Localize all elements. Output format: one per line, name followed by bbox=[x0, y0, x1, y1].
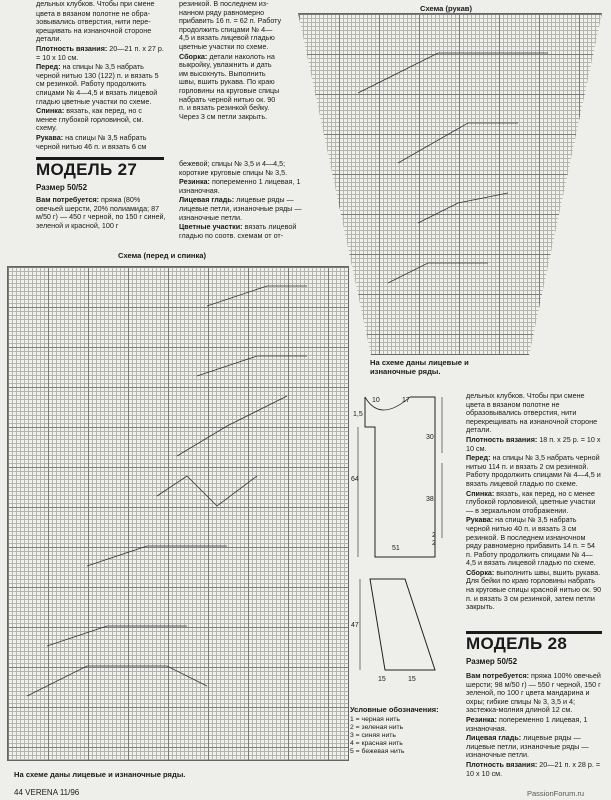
sleeve-paragraph bbox=[36, 134, 164, 151]
model28-rib-text: попеременно 1 лицевая, 1 изнаночная. bbox=[466, 714, 588, 733]
model28-stock-label: Лицевая гладь: bbox=[466, 733, 522, 743]
model28-gauge-label: Плотность вязания: bbox=[466, 759, 538, 769]
right-column bbox=[466, 392, 602, 613]
pattern-label-neck: 1,5 bbox=[353, 411, 363, 418]
pattern-label-rib: 2 bbox=[432, 532, 436, 539]
intro-line: дельных клубков. Чтобы при смене bbox=[36, 0, 155, 8]
back-paragraph bbox=[36, 107, 164, 133]
page-footer bbox=[14, 788, 79, 797]
right-assembly-text: выполнить швы, вшить рукава. Для бейки по краю горловины набрать на круговые спицы красной нитью ок. 90 п. и вязать 3 см резинкой, затем петли закрыть. bbox=[466, 567, 602, 612]
front-back-chart-note: На схеме даны лицевые и изнаночные ряды. bbox=[14, 770, 186, 779]
intro-line: крещивать на изнаночной стороне bbox=[36, 25, 152, 35]
model27-needs-label: Вам потребуется: bbox=[36, 195, 100, 204]
legend-text: 4 = красная нить bbox=[350, 740, 403, 747]
right-gauge-text: 18 п. х 25 р. = 10 х 10 см. bbox=[466, 434, 601, 453]
pattern-label-side: 38 bbox=[426, 496, 434, 503]
model27-size: Размер 50/52 bbox=[36, 183, 88, 192]
pattern-label-top-2: 17 bbox=[402, 397, 410, 404]
model27-heading: МОДЕЛЬ 27 bbox=[36, 160, 138, 179]
gauge-paragraph bbox=[36, 45, 164, 62]
intro-line: детали. bbox=[36, 34, 62, 44]
intro-line: цвета в вязаном полотне не обра- bbox=[36, 8, 151, 18]
intro-column bbox=[36, 0, 164, 152]
sleeve-label: Рукава: bbox=[36, 132, 64, 142]
assembly-label: Сборка: bbox=[179, 51, 208, 61]
back-text: вязать, как перед, но с менее глубокой горловиной, см. схему. bbox=[36, 106, 144, 133]
legend-title: Условные обозначения: bbox=[350, 705, 439, 714]
right-sleeve-text: на спицы № 3,5 набрать черной нитью 40 п. и вязать 3 см резинкой. В последнем изнаночном ряду равномерно прибавить 14 п. = 54 п. Работу продолжить спицами № 4—4,5 и вязать лицевой гладью по схеме. bbox=[466, 515, 596, 568]
sleeve-pattern-length: 47 bbox=[351, 622, 359, 629]
intro-line: зовывались отверстия, нити пере- bbox=[36, 17, 151, 27]
front-back-chart-motif-lines bbox=[7, 266, 347, 759]
assembly-paragraph bbox=[179, 53, 282, 122]
legend-text: 5 = бежевая нить bbox=[350, 748, 405, 755]
sleeve-pattern-half-2: 15 bbox=[408, 676, 416, 683]
pattern-label-top-1: 10 bbox=[372, 397, 380, 404]
legend-text: 3 = синяя нить bbox=[350, 732, 396, 739]
legend bbox=[350, 706, 440, 756]
model28-stock-text: лицевые ряды — лицевые петли, изнаночные ряды — изнаночные петли. bbox=[466, 733, 589, 760]
model27-needs-text: пряжа (80% овечьей шерсти, 20% полиамида; 87 м/50 г) — 450 г черной, по 150 г синей, зеленой и красной, 100 г bbox=[36, 195, 166, 230]
front-text: на спицы № 3,5 набрать черной нитью 130 (122) п. и вязать 5 см резинкой. Работу продолжить спицами № 4—4,5 и вязать лицевой гладью цветные участки по схеме. bbox=[36, 62, 159, 106]
legend-item bbox=[350, 740, 440, 748]
pattern-label-width: 51 bbox=[392, 545, 400, 552]
sleeve-text: на спицы № 3,5 набрать черной нитью 46 п. и вязать 6 см bbox=[36, 132, 147, 151]
right-assembly-label: Сборка: bbox=[466, 567, 495, 577]
model27-col2-text: бежевой; спицы № 3,5 и 4—4,5; короткие круговые спицы № 3,5. bbox=[179, 159, 288, 177]
legend-item bbox=[350, 732, 440, 740]
front-label: Перед: bbox=[36, 62, 61, 72]
legend-item bbox=[350, 748, 440, 756]
back-label: Спинка: bbox=[36, 106, 65, 116]
right-gauge-label: Плотность вязания: bbox=[466, 434, 538, 444]
right-front-label: Перед: bbox=[466, 453, 491, 463]
right-sleeve-label: Рукава: bbox=[466, 515, 494, 525]
model28-needs-text: пряжа 100% овечьей шерсти; 98 м/50 г) — 550 г черной, 150 г зеленой, по 100 г цвета мандарина и охры; гибкие спицы № 3, 3,5 и 4; застежка-молния длиной 12 см. bbox=[466, 671, 601, 715]
model27-stock-text: лицевые ряды — лицевые петли, изнаночные ряды — изнаночные петли. bbox=[179, 195, 302, 222]
sleeve-chart-title: Схема (рукав) bbox=[420, 4, 473, 13]
pattern-label-height: 64 bbox=[351, 476, 359, 483]
model27-stock-label: Лицевая гладь: bbox=[179, 195, 235, 205]
sleeve-continued-text: резинкой. В последнем из- нанном ряду равномерно прибавить 16 п. = 62 п. Работу продолжить спицами № 4—4,5 и вязать лицевой гладью цветные участки по схеме. bbox=[179, 0, 282, 51]
sleeve-instructions-column bbox=[179, 0, 282, 122]
model27-needs bbox=[36, 196, 166, 231]
pattern-label-rib-2: 2 bbox=[432, 540, 436, 547]
model27-color-label: Цветные участки: bbox=[179, 222, 243, 232]
model28-rib-label: Резинка: bbox=[466, 714, 497, 724]
model27-color-text: вязать лицевой гладью по соотв. схемам от от- bbox=[179, 222, 297, 240]
legend-text: 2 = зеленая нить bbox=[350, 724, 404, 731]
gauge-text: 20—21 п. х 27 р. = 10 х 10 см. bbox=[36, 43, 164, 62]
right-back-label: Спинка: bbox=[466, 488, 495, 498]
right-back-text: вязать, как перед, но с менее глубокой горловиной, цветные участки — в зеркальном отображении. bbox=[466, 488, 596, 515]
model28-details bbox=[466, 672, 602, 779]
legend-item bbox=[350, 724, 440, 732]
watermark: PassionForum.ru bbox=[527, 789, 585, 798]
model27-rib-text: попеременно 1 лицевая, 1 изнаночная. bbox=[179, 177, 301, 195]
pattern-label-armhole: 30 bbox=[426, 434, 434, 441]
model27-column-2 bbox=[179, 160, 304, 241]
right-intro: дельных клубков. Чтобы при смене цвета в вязаном полотне не образовывались отверстия, нити перекрещивать на изнаночной стороне детали. bbox=[466, 391, 598, 435]
sleeve-pattern-outline bbox=[350, 575, 450, 680]
model28-heading: МОДЕЛЬ 28 bbox=[466, 634, 568, 653]
magazine-issue: VERENA 11/96 bbox=[25, 788, 80, 797]
page-number: 44 bbox=[14, 788, 23, 797]
sleeve-pattern-half-1: 15 bbox=[378, 676, 386, 683]
assembly-text: детали наколоть на выкройку, увлажнить и дать им высохнуть. Выполнить швы, вшить рукава. По краю горловины на круговые спицы набрать черной нитью ок. 90 п. и вязать резинкой бейку. Через 3 см петли закрыть. bbox=[179, 51, 280, 121]
sleeve-chart-note: На схеме даны лицевые и изнаночные ряды. bbox=[370, 358, 469, 376]
legend-item bbox=[350, 716, 440, 724]
model28-needs-label: Вам потребуется: bbox=[466, 671, 530, 680]
gauge-label: Плотность вязания: bbox=[36, 43, 108, 53]
front-paragraph bbox=[36, 63, 164, 106]
front-back-chart-title: Схема (перед и спинка) bbox=[118, 251, 207, 260]
model27-rib-label: Резинка: bbox=[179, 177, 210, 187]
right-front-text: на спицы № 3,5 набрать черной нитью 114 п. и вязать 2 см резинкой. Работу продолжить спицами № 4—4,5 и вязать лицевой гладью по схеме. bbox=[466, 453, 601, 488]
model28-gauge-text: 20—21 п. х 28 р. = 10 х 10 см. bbox=[466, 759, 601, 778]
model28-size: Размер 50/52 bbox=[466, 657, 518, 666]
legend-text: 1 = черная нить bbox=[350, 716, 400, 723]
